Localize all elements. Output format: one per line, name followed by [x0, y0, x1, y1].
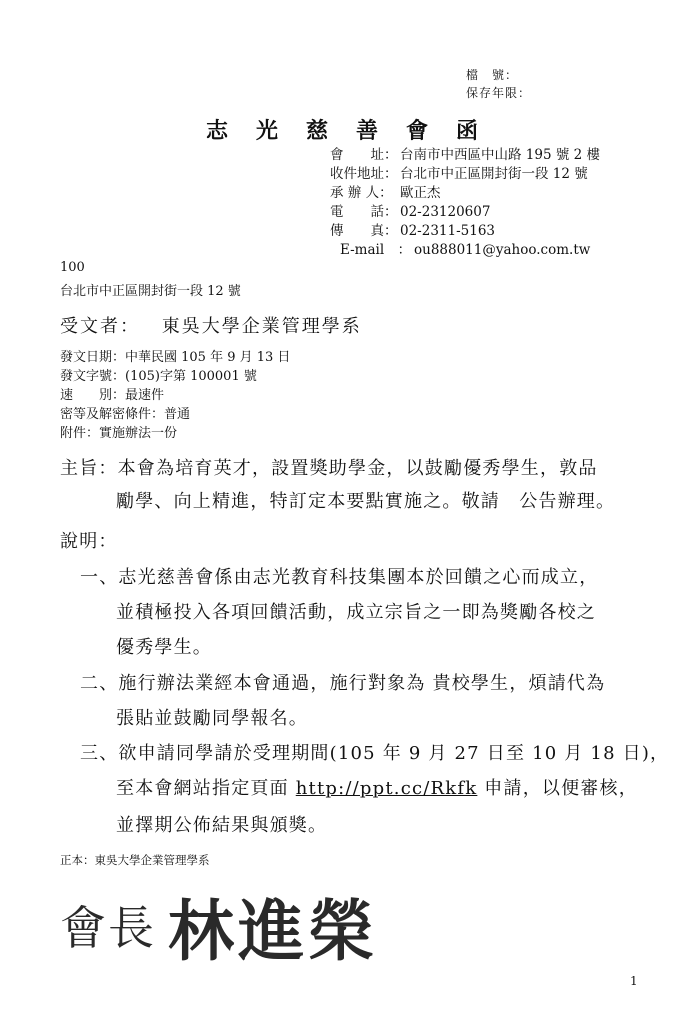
item-2-line-2: 張貼並鼓勵同學報名。: [116, 708, 308, 729]
recipient-name: 東吳大學企業管理學系: [161, 316, 362, 337]
contact-person-value: 歐正杰: [400, 185, 441, 201]
receiving-address-label: 收件地址：: [330, 166, 398, 182]
phone-label: 電 話：: [330, 204, 398, 220]
item-1-line-2: 並積極投入各項回饋活動，成立宗旨之一即為獎勵各校之: [116, 602, 596, 623]
fax-row: [330, 222, 600, 241]
recipient-label: 受文者：: [60, 316, 140, 337]
fax-label: 傳 真：: [330, 223, 398, 239]
file-number-label: 檔 號：: [466, 68, 519, 82]
phone-value: 02-23120607: [400, 204, 491, 220]
urgency: 速 別：最速件: [60, 388, 165, 403]
email-label: E-mail ：: [340, 242, 412, 258]
recipient-line: [60, 312, 362, 338]
application-url-link[interactable]: http://ppt.cc/Rkfk: [295, 778, 478, 799]
mailing-address: 台北市中正區開封街一段 12 號: [60, 284, 241, 299]
page-number: 1: [630, 974, 638, 988]
fax-value: 02-2311-5163: [400, 223, 496, 239]
subject-line-2: 勵學、向上精進，特訂定本要點實施之。敬請 公告辦理。: [116, 491, 616, 512]
document-info: [60, 348, 290, 443]
explanation-label: 說明：: [60, 531, 118, 552]
document-title: 志光慈善會函: [206, 118, 507, 144]
subject-line-1: 主旨：本會為培育英才，設置獎助學金，以鼓勵優秀學生，敦品: [60, 458, 598, 479]
item-1-line-1: 一、志光慈善會係由志光教育科技集團本於回饋之心而成立，: [80, 567, 599, 588]
sender-address-value: 台南市中西區中山路 195 號 2 樓: [400, 147, 601, 163]
item-3-line-2-prefix: 至本會網站指定頁面: [116, 778, 296, 799]
item-3-line-1: 三、欲申請同學請於受理期間(105 年 9 月 27 日至 10 月 18 日)，: [80, 743, 670, 764]
item-1-line-3: 優秀學生。: [116, 637, 212, 658]
phone-row: [330, 203, 600, 222]
signature-name: 林進榮: [168, 892, 378, 970]
contact-person-row: [330, 184, 600, 203]
email-row: [330, 241, 600, 260]
item-3-line-3: 並擇期公佈結果與頒獎。: [116, 815, 328, 836]
confidentiality: 密等及解密條件：普通: [60, 407, 191, 422]
item-3-line-2: [116, 774, 638, 800]
sender-address-row: [330, 146, 600, 165]
contact-person-label: 承 辦 人：: [330, 185, 393, 201]
issue-date: 發文日期：中華民國 105 年 9 月 13 日: [60, 350, 291, 365]
retention-period-label: 保存年限：: [466, 86, 532, 100]
item-2-line-1: 二、施行辦法業經本會通過，施行對象為 貴校學生，煩請代為: [80, 673, 606, 694]
attachment: 附件：實施辦法一份: [60, 426, 178, 441]
sender-info: [330, 146, 600, 260]
email-value[interactable]: ou888011@yahoo.com.tw: [414, 242, 591, 258]
receiving-address-row: [330, 165, 600, 184]
zip-code: 100: [60, 260, 85, 275]
receiving-address-value: 台北市中正區開封街一段 12 號: [400, 166, 588, 182]
document-number: 發文字號：(105)字第 100001 號: [60, 369, 257, 384]
copy-to: 正本：東吳大學企業管理學系: [60, 853, 210, 867]
item-3-line-2-suffix: 申請，以便審核，: [477, 778, 638, 799]
sender-address-label: 會 址：: [330, 147, 398, 163]
signature-title: 會長: [60, 901, 156, 955]
